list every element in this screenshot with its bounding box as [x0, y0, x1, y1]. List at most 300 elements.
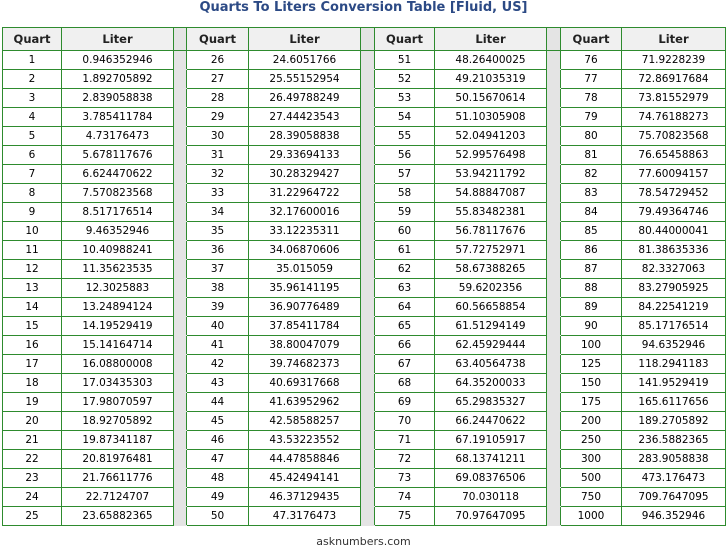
liter-cell: 2.839058838 [62, 89, 174, 108]
column-separator [174, 222, 187, 241]
liter-cell: 43.53223552 [249, 431, 361, 450]
liter-cell: 32.17600016 [249, 203, 361, 222]
table-row [3, 89, 726, 108]
liter-cell: 6.624470622 [62, 165, 174, 184]
quart-cell: 47 [187, 450, 249, 469]
column-separator [547, 241, 561, 260]
liter-cell: 1.892705892 [62, 70, 174, 89]
column-separator [174, 89, 187, 108]
liter-cell: 48.26400025 [435, 51, 547, 70]
quart-cell: 77 [561, 70, 622, 89]
liter-cell: 141.9529419 [622, 374, 726, 393]
liter-cell: 75.70823568 [622, 127, 726, 146]
column-separator [361, 298, 375, 317]
liter-cell: 709.7647095 [622, 488, 726, 507]
quart-cell: 29 [187, 108, 249, 127]
liter-cell: 45.42494141 [249, 469, 361, 488]
quart-cell: 9 [3, 203, 62, 222]
column-separator [174, 70, 187, 89]
liter-header: Liter [622, 28, 726, 51]
quart-cell: 8 [3, 184, 62, 203]
liter-cell: 236.5882365 [622, 431, 726, 450]
column-separator [174, 355, 187, 374]
quart-cell: 81 [561, 146, 622, 165]
quart-cell: 74 [375, 488, 435, 507]
liter-cell: 8.517176514 [62, 203, 174, 222]
column-separator [361, 51, 375, 70]
column-separator [174, 507, 187, 526]
column-separator [174, 317, 187, 336]
column-separator [174, 279, 187, 298]
column-separator [547, 298, 561, 317]
column-separator [361, 450, 375, 469]
liter-cell: 27.44423543 [249, 108, 361, 127]
quart-cell: 4 [3, 108, 62, 127]
liter-header: Liter [249, 28, 361, 51]
liter-cell: 59.6202356 [435, 279, 547, 298]
column-separator [547, 28, 561, 51]
quart-cell: 52 [375, 70, 435, 89]
quart-cell: 50 [187, 507, 249, 526]
quart-header: Quart [561, 28, 622, 51]
quart-cell: 53 [375, 89, 435, 108]
quart-cell: 33 [187, 184, 249, 203]
quart-cell: 39 [187, 298, 249, 317]
liter-cell: 19.87341187 [62, 431, 174, 450]
column-separator [547, 393, 561, 412]
liter-cell: 15.14164714 [62, 336, 174, 355]
liter-cell: 42.58588257 [249, 412, 361, 431]
liter-cell: 79.49364746 [622, 203, 726, 222]
quart-cell: 54 [375, 108, 435, 127]
liter-cell: 54.88847087 [435, 184, 547, 203]
column-separator [174, 469, 187, 488]
quart-cell: 70 [375, 412, 435, 431]
quart-cell: 150 [561, 374, 622, 393]
liter-cell: 31.22964722 [249, 184, 361, 203]
quart-header: Quart [375, 28, 435, 51]
column-separator [361, 260, 375, 279]
quart-cell: 45 [187, 412, 249, 431]
column-separator [361, 374, 375, 393]
liter-cell: 30.28329427 [249, 165, 361, 184]
table-row [3, 488, 726, 507]
liter-cell: 47.3176473 [249, 507, 361, 526]
column-separator [361, 127, 375, 146]
quart-cell: 43 [187, 374, 249, 393]
liter-cell: 65.29835327 [435, 393, 547, 412]
quart-cell: 19 [3, 393, 62, 412]
column-separator [547, 431, 561, 450]
quart-cell: 46 [187, 431, 249, 450]
quart-cell: 20 [3, 412, 62, 431]
liter-cell: 83.27905925 [622, 279, 726, 298]
quart-cell: 2 [3, 70, 62, 89]
column-separator [547, 336, 561, 355]
column-separator [361, 317, 375, 336]
quart-cell: 75 [375, 507, 435, 526]
quart-cell: 57 [375, 165, 435, 184]
quart-cell: 1000 [561, 507, 622, 526]
quart-cell: 58 [375, 184, 435, 203]
liter-cell: 46.37129435 [249, 488, 361, 507]
table-row [3, 184, 726, 203]
column-separator [174, 51, 187, 70]
column-separator [361, 108, 375, 127]
quart-cell: 12 [3, 260, 62, 279]
quart-cell: 24 [3, 488, 62, 507]
column-separator [547, 279, 561, 298]
liter-cell: 33.12235311 [249, 222, 361, 241]
liter-cell: 70.030118 [435, 488, 547, 507]
column-separator [547, 469, 561, 488]
column-separator [361, 336, 375, 355]
liter-cell: 70.97647095 [435, 507, 547, 526]
column-separator [547, 488, 561, 507]
quart-cell: 250 [561, 431, 622, 450]
column-separator [174, 28, 187, 51]
liter-cell: 14.19529419 [62, 317, 174, 336]
quart-cell: 300 [561, 450, 622, 469]
quart-cell: 82 [561, 165, 622, 184]
quart-cell: 25 [3, 507, 62, 526]
column-separator [547, 260, 561, 279]
header-row [3, 28, 726, 51]
quart-cell: 34 [187, 203, 249, 222]
column-separator [361, 146, 375, 165]
liter-cell: 77.60094157 [622, 165, 726, 184]
liter-cell: 56.78117676 [435, 222, 547, 241]
liter-cell: 16.08800008 [62, 355, 174, 374]
liter-cell: 52.04941203 [435, 127, 547, 146]
liter-cell: 80.44000041 [622, 222, 726, 241]
liter-cell: 946.352946 [622, 507, 726, 526]
liter-cell: 53.94211792 [435, 165, 547, 184]
quart-cell: 86 [561, 241, 622, 260]
liter-cell: 55.83482381 [435, 203, 547, 222]
quart-cell: 49 [187, 488, 249, 507]
liter-cell: 0.946352946 [62, 51, 174, 70]
quart-cell: 68 [375, 374, 435, 393]
column-separator [547, 222, 561, 241]
liter-header: Liter [62, 28, 174, 51]
liter-cell: 69.08376506 [435, 469, 547, 488]
liter-cell: 38.80047079 [249, 336, 361, 355]
column-separator [361, 507, 375, 526]
liter-cell: 94.6352946 [622, 336, 726, 355]
quart-cell: 62 [375, 260, 435, 279]
column-separator [174, 146, 187, 165]
liter-cell: 118.2941183 [622, 355, 726, 374]
quart-cell: 500 [561, 469, 622, 488]
quart-cell: 69 [375, 393, 435, 412]
column-separator [361, 28, 375, 51]
table-row [3, 336, 726, 355]
column-separator [361, 89, 375, 108]
column-separator [361, 184, 375, 203]
quart-cell: 7 [3, 165, 62, 184]
column-separator [361, 431, 375, 450]
column-separator [174, 184, 187, 203]
liter-cell: 34.06870606 [249, 241, 361, 260]
column-separator [547, 355, 561, 374]
liter-cell: 12.3025883 [62, 279, 174, 298]
column-separator [174, 374, 187, 393]
column-separator [361, 488, 375, 507]
table-row [3, 51, 726, 70]
liter-cell: 85.17176514 [622, 317, 726, 336]
liter-cell: 17.03435303 [62, 374, 174, 393]
table-row [3, 298, 726, 317]
column-separator [547, 412, 561, 431]
liter-cell: 62.45929444 [435, 336, 547, 355]
liter-cell: 23.65882365 [62, 507, 174, 526]
table-row [3, 393, 726, 412]
liter-cell: 51.10305908 [435, 108, 547, 127]
column-separator [174, 108, 187, 127]
column-separator [547, 51, 561, 70]
quart-header: Quart [187, 28, 249, 51]
quart-cell: 10 [3, 222, 62, 241]
column-separator [174, 336, 187, 355]
liter-cell: 40.69317668 [249, 374, 361, 393]
quart-cell: 35 [187, 222, 249, 241]
liter-cell: 78.54729452 [622, 184, 726, 203]
column-separator [547, 127, 561, 146]
page-title: Quarts To Liters Conversion Table [Fluid, US] [199, 0, 528, 15]
table-row [3, 507, 726, 526]
quart-cell: 42 [187, 355, 249, 374]
table-row [3, 374, 726, 393]
table-row [3, 203, 726, 222]
liter-cell: 189.2705892 [622, 412, 726, 431]
column-separator [547, 70, 561, 89]
liter-cell: 10.40988241 [62, 241, 174, 260]
liter-cell: 73.81552979 [622, 89, 726, 108]
liter-cell: 3.785411784 [62, 108, 174, 127]
column-separator [361, 355, 375, 374]
table-row [3, 222, 726, 241]
table-row [3, 431, 726, 450]
liter-cell: 68.13741211 [435, 450, 547, 469]
liter-cell: 52.99576498 [435, 146, 547, 165]
liter-cell: 44.47858846 [249, 450, 361, 469]
table-row [3, 146, 726, 165]
liter-cell: 58.67388265 [435, 260, 547, 279]
column-separator [547, 507, 561, 526]
quart-cell: 59 [375, 203, 435, 222]
liter-cell: 17.98070597 [62, 393, 174, 412]
liter-cell: 9.46352946 [62, 222, 174, 241]
column-separator [361, 241, 375, 260]
liter-cell: 26.49788249 [249, 89, 361, 108]
table-row [3, 279, 726, 298]
quart-cell: 22 [3, 450, 62, 469]
liter-cell: 57.72752971 [435, 241, 547, 260]
liter-cell: 50.15670614 [435, 89, 547, 108]
table-row [3, 469, 726, 488]
quart-cell: 44 [187, 393, 249, 412]
liter-cell: 21.76611776 [62, 469, 174, 488]
quart-header: Quart [3, 28, 62, 51]
quart-cell: 88 [561, 279, 622, 298]
quart-cell: 64 [375, 298, 435, 317]
quart-cell: 55 [375, 127, 435, 146]
quart-cell: 1 [3, 51, 62, 70]
column-separator [174, 203, 187, 222]
liter-cell: 165.6117656 [622, 393, 726, 412]
liter-cell: 5.678117676 [62, 146, 174, 165]
table-row [3, 317, 726, 336]
column-separator [547, 374, 561, 393]
liter-cell: 66.24470622 [435, 412, 547, 431]
liter-cell: 22.7124707 [62, 488, 174, 507]
column-separator [547, 108, 561, 127]
liter-cell: 13.24894124 [62, 298, 174, 317]
column-separator [174, 298, 187, 317]
quart-cell: 3 [3, 89, 62, 108]
column-separator [361, 412, 375, 431]
quart-cell: 79 [561, 108, 622, 127]
column-separator [174, 260, 187, 279]
column-separator [174, 450, 187, 469]
column-separator [547, 317, 561, 336]
column-separator [174, 127, 187, 146]
quart-cell: 6 [3, 146, 62, 165]
table-row [3, 260, 726, 279]
quart-cell: 41 [187, 336, 249, 355]
liter-cell: 64.35200033 [435, 374, 547, 393]
table-row [3, 165, 726, 184]
column-separator [547, 89, 561, 108]
column-separator [361, 222, 375, 241]
column-separator [547, 184, 561, 203]
liter-cell: 29.33694133 [249, 146, 361, 165]
quart-cell: 15 [3, 317, 62, 336]
quart-cell: 51 [375, 51, 435, 70]
liter-cell: 4.73176473 [62, 127, 174, 146]
liter-cell: 81.38635336 [622, 241, 726, 260]
liter-cell: 49.21035319 [435, 70, 547, 89]
liter-cell: 25.55152954 [249, 70, 361, 89]
liter-cell: 76.65458863 [622, 146, 726, 165]
liter-cell: 20.81976481 [62, 450, 174, 469]
quart-cell: 84 [561, 203, 622, 222]
quart-cell: 28 [187, 89, 249, 108]
quart-cell: 16 [3, 336, 62, 355]
quart-cell: 61 [375, 241, 435, 260]
liter-cell: 473.176473 [622, 469, 726, 488]
quart-cell: 14 [3, 298, 62, 317]
liter-cell: 24.6051766 [249, 51, 361, 70]
liter-cell: 36.90776489 [249, 298, 361, 317]
column-separator [174, 431, 187, 450]
conversion-table [2, 27, 726, 526]
column-separator [174, 165, 187, 184]
quart-cell: 89 [561, 298, 622, 317]
quart-cell: 26 [187, 51, 249, 70]
liter-cell: 283.9058838 [622, 450, 726, 469]
quart-cell: 48 [187, 469, 249, 488]
table-body [3, 51, 726, 526]
liter-header: Liter [435, 28, 547, 51]
quart-cell: 73 [375, 469, 435, 488]
liter-cell: 71.9228239 [622, 51, 726, 70]
quart-cell: 30 [187, 127, 249, 146]
liter-cell: 41.63952962 [249, 393, 361, 412]
quart-cell: 32 [187, 165, 249, 184]
quart-cell: 21 [3, 431, 62, 450]
quart-cell: 38 [187, 279, 249, 298]
table-row [3, 108, 726, 127]
quart-cell: 37 [187, 260, 249, 279]
liter-cell: 35.015059 [249, 260, 361, 279]
quart-cell: 40 [187, 317, 249, 336]
quart-cell: 27 [187, 70, 249, 89]
quart-cell: 31 [187, 146, 249, 165]
quart-cell: 85 [561, 222, 622, 241]
quart-cell: 750 [561, 488, 622, 507]
quart-cell: 90 [561, 317, 622, 336]
table-row [3, 355, 726, 374]
table-row [3, 241, 726, 260]
column-separator [361, 393, 375, 412]
quart-cell: 17 [3, 355, 62, 374]
liter-cell: 39.74682373 [249, 355, 361, 374]
quart-cell: 125 [561, 355, 622, 374]
quart-cell: 56 [375, 146, 435, 165]
liter-cell: 74.76188273 [622, 108, 726, 127]
quart-cell: 11 [3, 241, 62, 260]
quart-cell: 60 [375, 222, 435, 241]
column-separator [174, 412, 187, 431]
liter-cell: 63.40564738 [435, 355, 547, 374]
liter-cell: 61.51294149 [435, 317, 547, 336]
column-separator [547, 146, 561, 165]
column-separator [547, 450, 561, 469]
liter-cell: 28.39058838 [249, 127, 361, 146]
liter-cell: 35.96141195 [249, 279, 361, 298]
column-separator [547, 203, 561, 222]
liter-cell: 67.19105917 [435, 431, 547, 450]
quart-cell: 78 [561, 89, 622, 108]
quart-cell: 13 [3, 279, 62, 298]
liter-cell: 11.35623535 [62, 260, 174, 279]
column-separator [361, 279, 375, 298]
quart-cell: 36 [187, 241, 249, 260]
table-row [3, 412, 726, 431]
quart-cell: 67 [375, 355, 435, 374]
table-row [3, 70, 726, 89]
quart-cell: 5 [3, 127, 62, 146]
liter-cell: 82.3327063 [622, 260, 726, 279]
quart-cell: 66 [375, 336, 435, 355]
quart-cell: 63 [375, 279, 435, 298]
table-row [3, 450, 726, 469]
column-separator [174, 393, 187, 412]
liter-cell: 18.92705892 [62, 412, 174, 431]
table-row [3, 127, 726, 146]
quart-cell: 83 [561, 184, 622, 203]
quart-cell: 175 [561, 393, 622, 412]
liter-cell: 84.22541219 [622, 298, 726, 317]
liter-cell: 7.570823568 [62, 184, 174, 203]
quart-cell: 23 [3, 469, 62, 488]
column-separator [361, 469, 375, 488]
quart-cell: 80 [561, 127, 622, 146]
quart-cell: 76 [561, 51, 622, 70]
column-separator [361, 165, 375, 184]
